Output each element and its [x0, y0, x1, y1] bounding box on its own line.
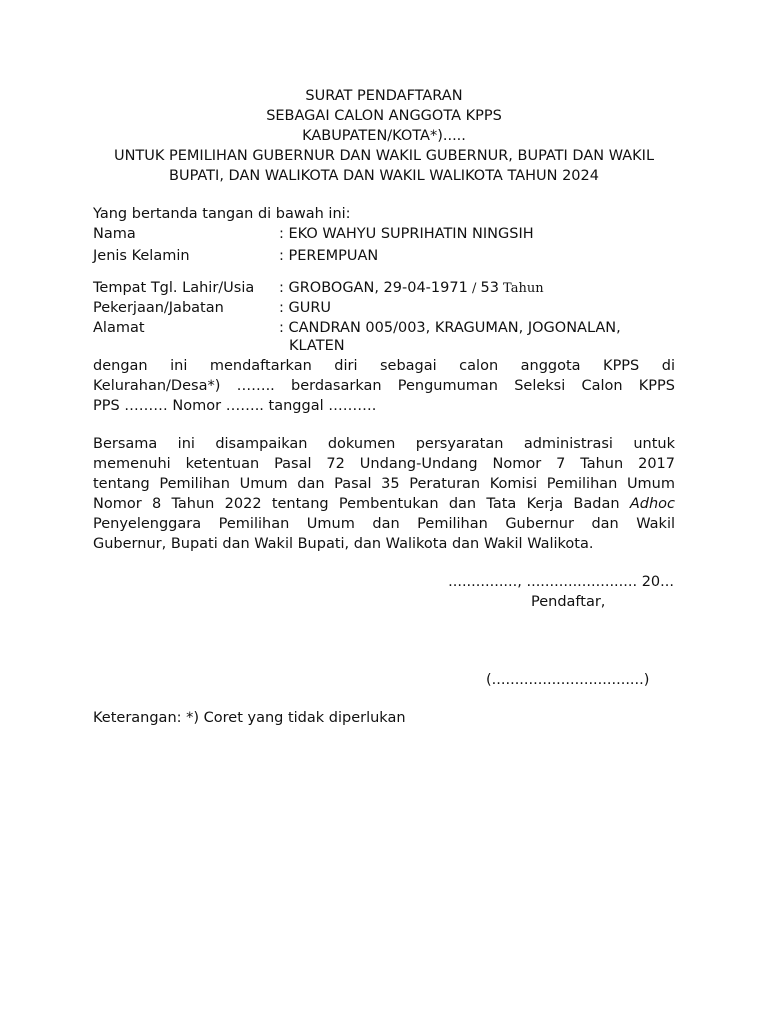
field-label-jenis-kelamin: Jenis Kelamin: [93, 248, 190, 264]
paragraph-2-line-6: Gubernur, Bupati dan Wakil Bupati, dan Walikota dan Wakil Walikota.: [93, 536, 594, 552]
title-line-3: KABUPATEN/KOTA*).....: [302, 128, 466, 144]
field-label-pekerjaan: Pekerjaan/Jabatan: [93, 300, 224, 316]
signature-date-line: ..............., ........................ 20...: [448, 574, 674, 590]
title-line-4: UNTUK PEMILIHAN GUBERNUR DAN WAKIL GUBERNUR, BUPATI DAN WAKIL: [113, 148, 655, 164]
adhoc-italic: Adhoc: [629, 496, 675, 512]
ttl-separator: /: [467, 281, 481, 296]
title-line-2: SEBAGAI CALON ANGGOTA KPPS: [266, 108, 502, 124]
field-value-alamat-line-1: : CANDRAN 005/003, KRAGUMAN, JOGONALAN,: [279, 320, 621, 336]
paragraph-1-line-3: PPS ……… Nomor …….. tanggal ……….: [93, 398, 377, 414]
paragraph-2-line-3: tentang Pemilihan Umum dan Pasal 35 Peraturan Komisi Pemilihan Umum: [93, 476, 675, 492]
field-value-ttl: [279, 278, 544, 299]
paragraph-1-line-2: Kelurahan/Desa*) …….. berdasarkan Pengumuman Seleksi Calon KPPS: [93, 378, 675, 394]
signature-role: Pendaftar,: [531, 594, 606, 610]
field-label-ttl: Tempat Tgl. Lahir/Usia: [93, 280, 255, 296]
field-label-alamat: Alamat: [93, 320, 145, 336]
paragraph-2-line-1: Bersama ini disampaikan dokumen persyaratan administrasi untuk: [93, 436, 675, 452]
ttl-place-date: : GROBOGAN, 29-04-1971: [279, 280, 468, 296]
ttl-age: 53: [480, 280, 499, 296]
field-value-nama: : EKO WAHYU SUPRIHATIN NINGSIH: [279, 226, 534, 242]
paragraph-2-line-4: [93, 494, 675, 514]
paragraph-1-line-1: dengan ini mendaftarkan diri sebagai calon anggota KPPS di: [93, 358, 675, 374]
footnote: Keterangan: *) Coret yang tidak diperlukan: [93, 710, 406, 726]
field-value-alamat-line-2: KLATEN: [289, 338, 345, 354]
ttl-unit: Tahun: [498, 281, 544, 296]
paragraph-2-line-5: Penyelenggara Pemilihan Umum dan Pemilihan Gubernur dan Wakil: [93, 516, 675, 532]
title-line-5: BUPATI, DAN WALIKOTA DAN WAKIL WALIKOTA TAHUN 2024: [169, 168, 599, 184]
field-value-pekerjaan: : GURU: [279, 300, 332, 316]
field-value-jenis-kelamin: : PEREMPUAN: [279, 248, 379, 264]
field-label-nama: Nama: [93, 226, 136, 242]
paragraph-2-line-2: memenuhi ketentuan Pasal 72 Undang-Undang Nomor 7 Tahun 2017: [93, 456, 675, 472]
signature-name-placeholder: (.................................): [486, 672, 650, 688]
title-line-1: SURAT PENDAFTARAN: [305, 88, 463, 104]
paragraph-2-line-4-text: Nomor 8 Tahun 2022 tentang Pembentukan dan Tata Kerja Badan: [93, 496, 630, 512]
intro-text: Yang bertanda tangan di bawah ini:: [93, 206, 351, 222]
